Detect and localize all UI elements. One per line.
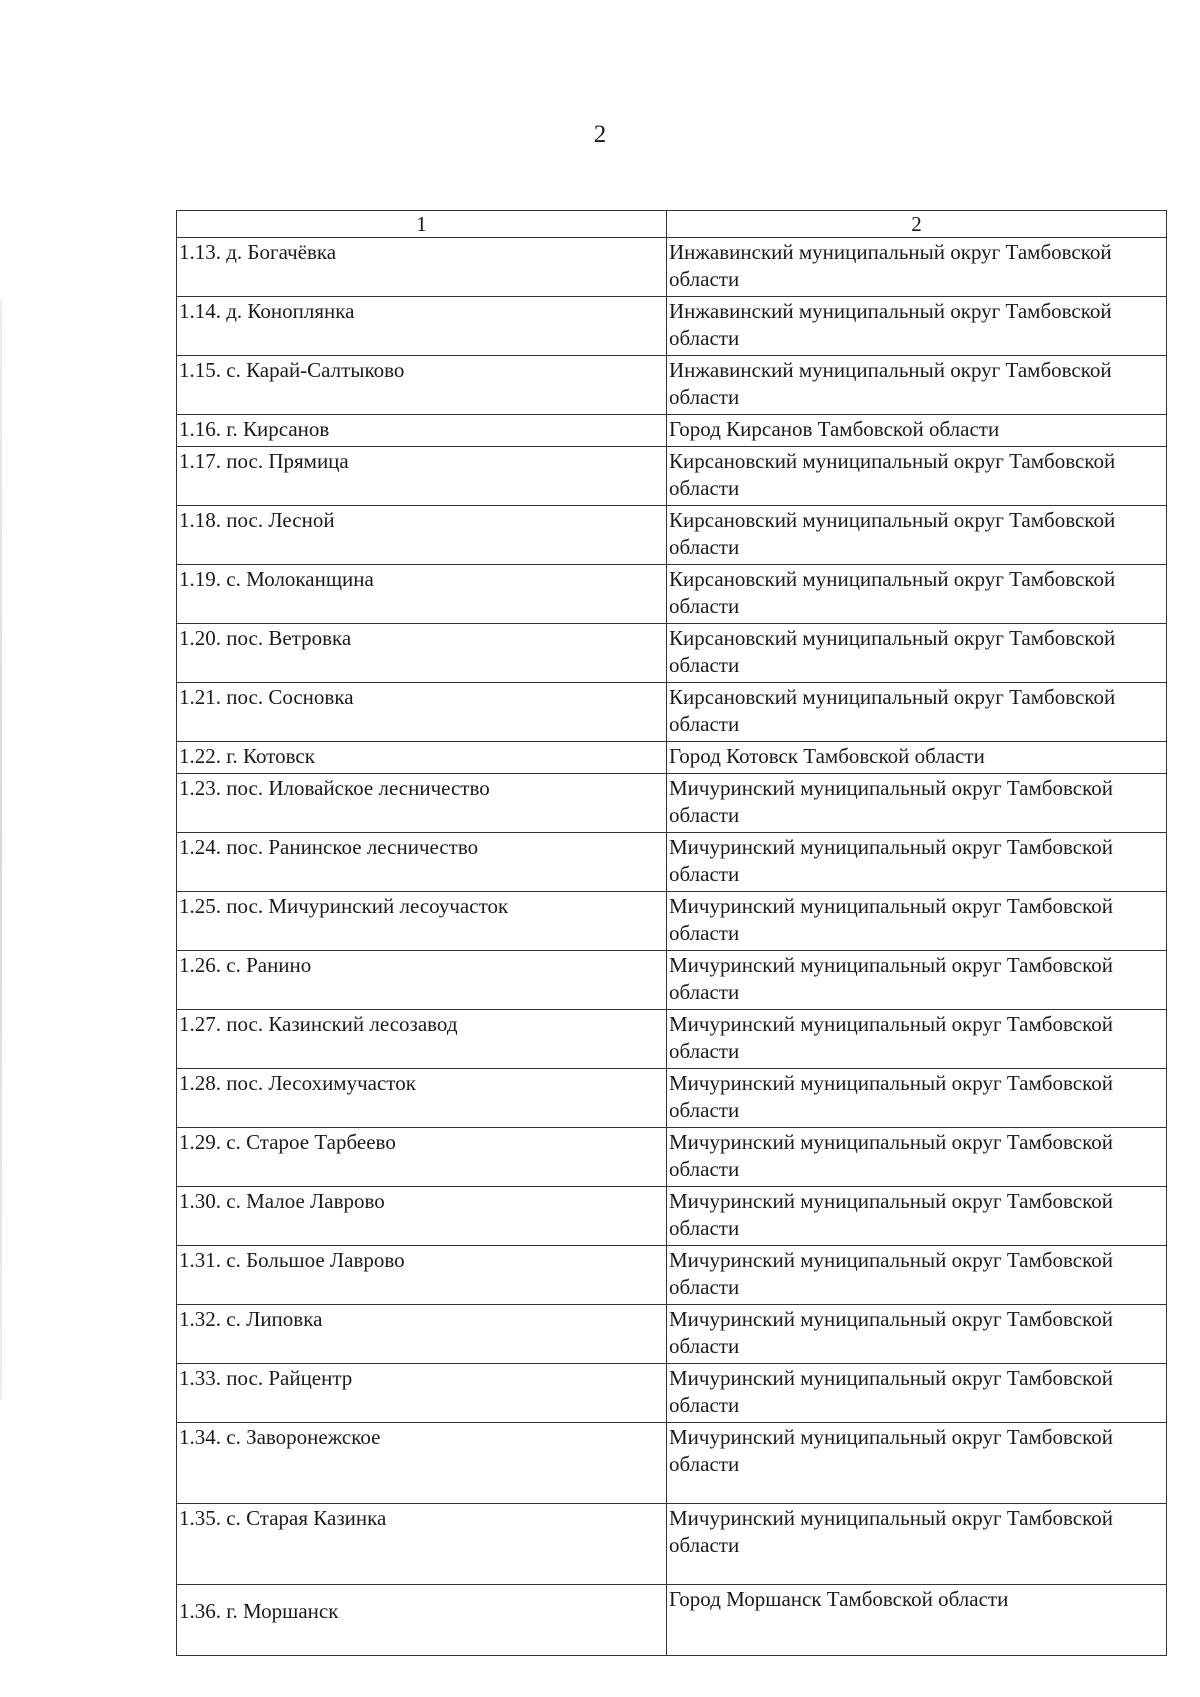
table-row (177, 1128, 1167, 1187)
settlement-cell: 1.34. с. Заворонежское (177, 1423, 667, 1504)
scan-edge (0, 300, 2, 1400)
table-row (177, 742, 1167, 774)
settlement-cell: 1.28. пос. Лесохимучасток (177, 1069, 667, 1128)
settlement-cell: 1.32. с. Липовка (177, 1305, 667, 1364)
page-number: 2 (593, 121, 607, 148)
district-cell: Мичуринский муниципальный округ Тамбовской области (667, 833, 1167, 892)
settlement-cell: 1.19. с. Молоканщина (177, 565, 667, 624)
column-header-1: 1 (177, 211, 667, 238)
settlement-cell: 1.21. пос. Сосновка (177, 683, 667, 742)
table-row (177, 1504, 1167, 1585)
settlement-cell: 1.31. с. Большое Лаврово (177, 1246, 667, 1305)
settlement-cell: 1.15. с. Карай-Салтыково (177, 356, 667, 415)
district-cell: Мичуринский муниципальный округ Тамбовской области (667, 1364, 1167, 1423)
district-cell: Мичуринский муниципальный округ Тамбовской области (667, 1187, 1167, 1246)
district-cell: Инжавинский муниципальный округ Тамбовской области (667, 238, 1167, 297)
table-row (177, 356, 1167, 415)
table-row (177, 1069, 1167, 1128)
district-cell: Мичуринский муниципальный округ Тамбовской области (667, 1504, 1167, 1585)
district-cell: Город Кирсанов Тамбовской области (667, 415, 1167, 447)
settlement-cell: 1.29. с. Старое Тарбеево (177, 1128, 667, 1187)
table-row (177, 1423, 1167, 1504)
settlement-cell: 1.27. пос. Казинский лесозавод (177, 1010, 667, 1069)
settlement-cell: 1.13. д. Богачёвка (177, 238, 667, 297)
district-cell: Кирсановский муниципальный округ Тамбовской области (667, 683, 1167, 742)
table-row (177, 297, 1167, 356)
table-row (177, 833, 1167, 892)
district-cell: Мичуринский муниципальный округ Тамбовской области (667, 892, 1167, 951)
settlement-cell: 1.26. с. Ранино (177, 951, 667, 1010)
settlement-cell: 1.35. с. Старая Казинка (177, 1504, 667, 1585)
table-row (177, 892, 1167, 951)
district-cell: Мичуринский муниципальный округ Тамбовской области (667, 951, 1167, 1010)
settlement-cell: 1.36. г. Моршанск (177, 1585, 667, 1656)
table-header-row (177, 211, 1167, 238)
table-row (177, 1010, 1167, 1069)
table-row (177, 683, 1167, 742)
table-row (177, 565, 1167, 624)
table-row (177, 415, 1167, 447)
district-cell: Мичуринский муниципальный округ Тамбовской области (667, 1128, 1167, 1187)
table-row (177, 1585, 1167, 1656)
table-row (177, 624, 1167, 683)
table-row (177, 1246, 1167, 1305)
column-header-2: 2 (667, 211, 1167, 238)
settlement-cell: 1.25. пос. Мичуринский лесоучасток (177, 892, 667, 951)
settlement-cell: 1.16. г. Кирсанов (177, 415, 667, 447)
district-cell: Кирсановский муниципальный округ Тамбовской области (667, 506, 1167, 565)
settlement-cell: 1.33. пос. Райцентр (177, 1364, 667, 1423)
settlement-cell: 1.18. пос. Лесной (177, 506, 667, 565)
settlement-cell: 1.24. пос. Ранинское лесничество (177, 833, 667, 892)
district-cell: Мичуринский муниципальный округ Тамбовской области (667, 1305, 1167, 1364)
table-row (177, 506, 1167, 565)
district-cell: Кирсановский муниципальный округ Тамбовской области (667, 565, 1167, 624)
settlements-table (176, 210, 1167, 1656)
settlement-cell: 1.20. пос. Ветровка (177, 624, 667, 683)
district-cell: Инжавинский муниципальный округ Тамбовской области (667, 356, 1167, 415)
settlement-cell: 1.23. пос. Иловайское лесничество (177, 774, 667, 833)
settlement-cell: 1.17. пос. Прямица (177, 447, 667, 506)
district-cell: Мичуринский муниципальный округ Тамбовской области (667, 1069, 1167, 1128)
district-cell: Инжавинский муниципальный округ Тамбовской области (667, 297, 1167, 356)
table-row (177, 238, 1167, 297)
district-cell: Мичуринский муниципальный округ Тамбовской области (667, 1246, 1167, 1305)
table-row (177, 1364, 1167, 1423)
district-cell: Мичуринский муниципальный округ Тамбовской области (667, 774, 1167, 833)
district-cell: Мичуринский муниципальный округ Тамбовской области (667, 1423, 1167, 1504)
table-row (177, 447, 1167, 506)
district-cell: Город Моршанск Тамбовской области (667, 1585, 1167, 1656)
district-cell: Кирсановский муниципальный округ Тамбовской области (667, 447, 1167, 506)
district-cell: Город Котовск Тамбовской области (667, 742, 1167, 774)
district-cell: Мичуринский муниципальный округ Тамбовской области (667, 1010, 1167, 1069)
district-cell: Кирсановский муниципальный округ Тамбовской области (667, 624, 1167, 683)
table-row (177, 774, 1167, 833)
table-row (177, 951, 1167, 1010)
settlement-cell: 1.14. д. Коноплянка (177, 297, 667, 356)
table-row (177, 1187, 1167, 1246)
settlement-cell: 1.22. г. Котовск (177, 742, 667, 774)
settlement-cell: 1.30. с. Малое Лаврово (177, 1187, 667, 1246)
table-row (177, 1305, 1167, 1364)
table-body (177, 211, 1167, 1656)
